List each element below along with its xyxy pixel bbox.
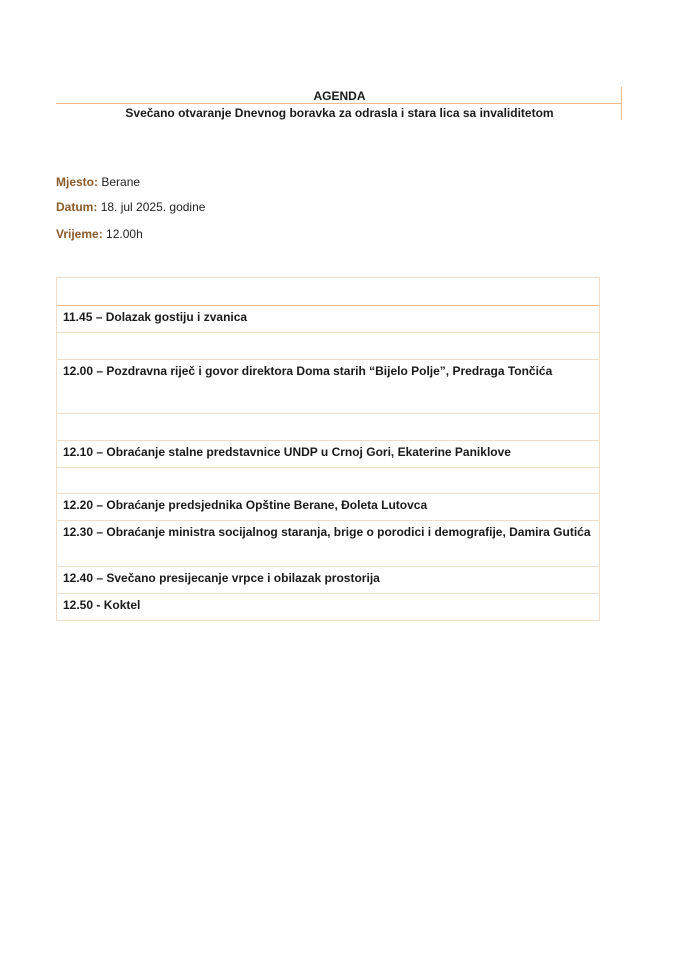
agenda-spacer-row [57,467,599,493]
agenda-spacer-row [57,413,599,440]
agenda-header-row [57,278,599,305]
agenda-row: 12.50 - Koktel [57,593,599,620]
info-time [56,227,143,241]
agenda-row: 12.40 – Svečano presijecanje vrpce i obilazak prostorija [57,566,599,593]
agenda-row: 12.30 – Obraćanje ministra socijalnog staranja, brige o porodici i demografije, Damira Gutića [57,520,599,566]
document-title: AGENDA [313,89,366,103]
header-divider [56,103,622,104]
place-label: Mjesto: [56,175,98,189]
agenda-row: 11.45 – Dolazak gostiju i zvanica [57,305,599,332]
agenda-row: 12.20 – Obraćanje predsjednika Opštine Berane, Đoleta Lutovca [57,493,599,520]
agenda-row: 12.10 – Obraćanje stalne predstavnice UNDP u Crnoj Gori, Ekaterine Paniklove [57,440,599,467]
document-subtitle: Svečano otvaranje Dnevnog boravka za odrasla i stara lica sa invaliditetom [125,106,554,120]
place-value: Berane [101,175,141,189]
info-date [56,200,205,214]
agenda-row: 12.00 – Pozdravna riječ i govor direktora Doma starih “Bijelo Polje”, Predraga Tončića [57,359,599,413]
time-value: 12.00h [106,227,143,241]
time-label: Vrijeme: [56,227,103,241]
info-place [56,175,140,189]
date-label: Datum: [56,200,98,214]
agenda-spacer-row [57,332,599,359]
date-value: 18. jul 2025. godine [100,200,206,214]
agenda-table [56,277,600,621]
